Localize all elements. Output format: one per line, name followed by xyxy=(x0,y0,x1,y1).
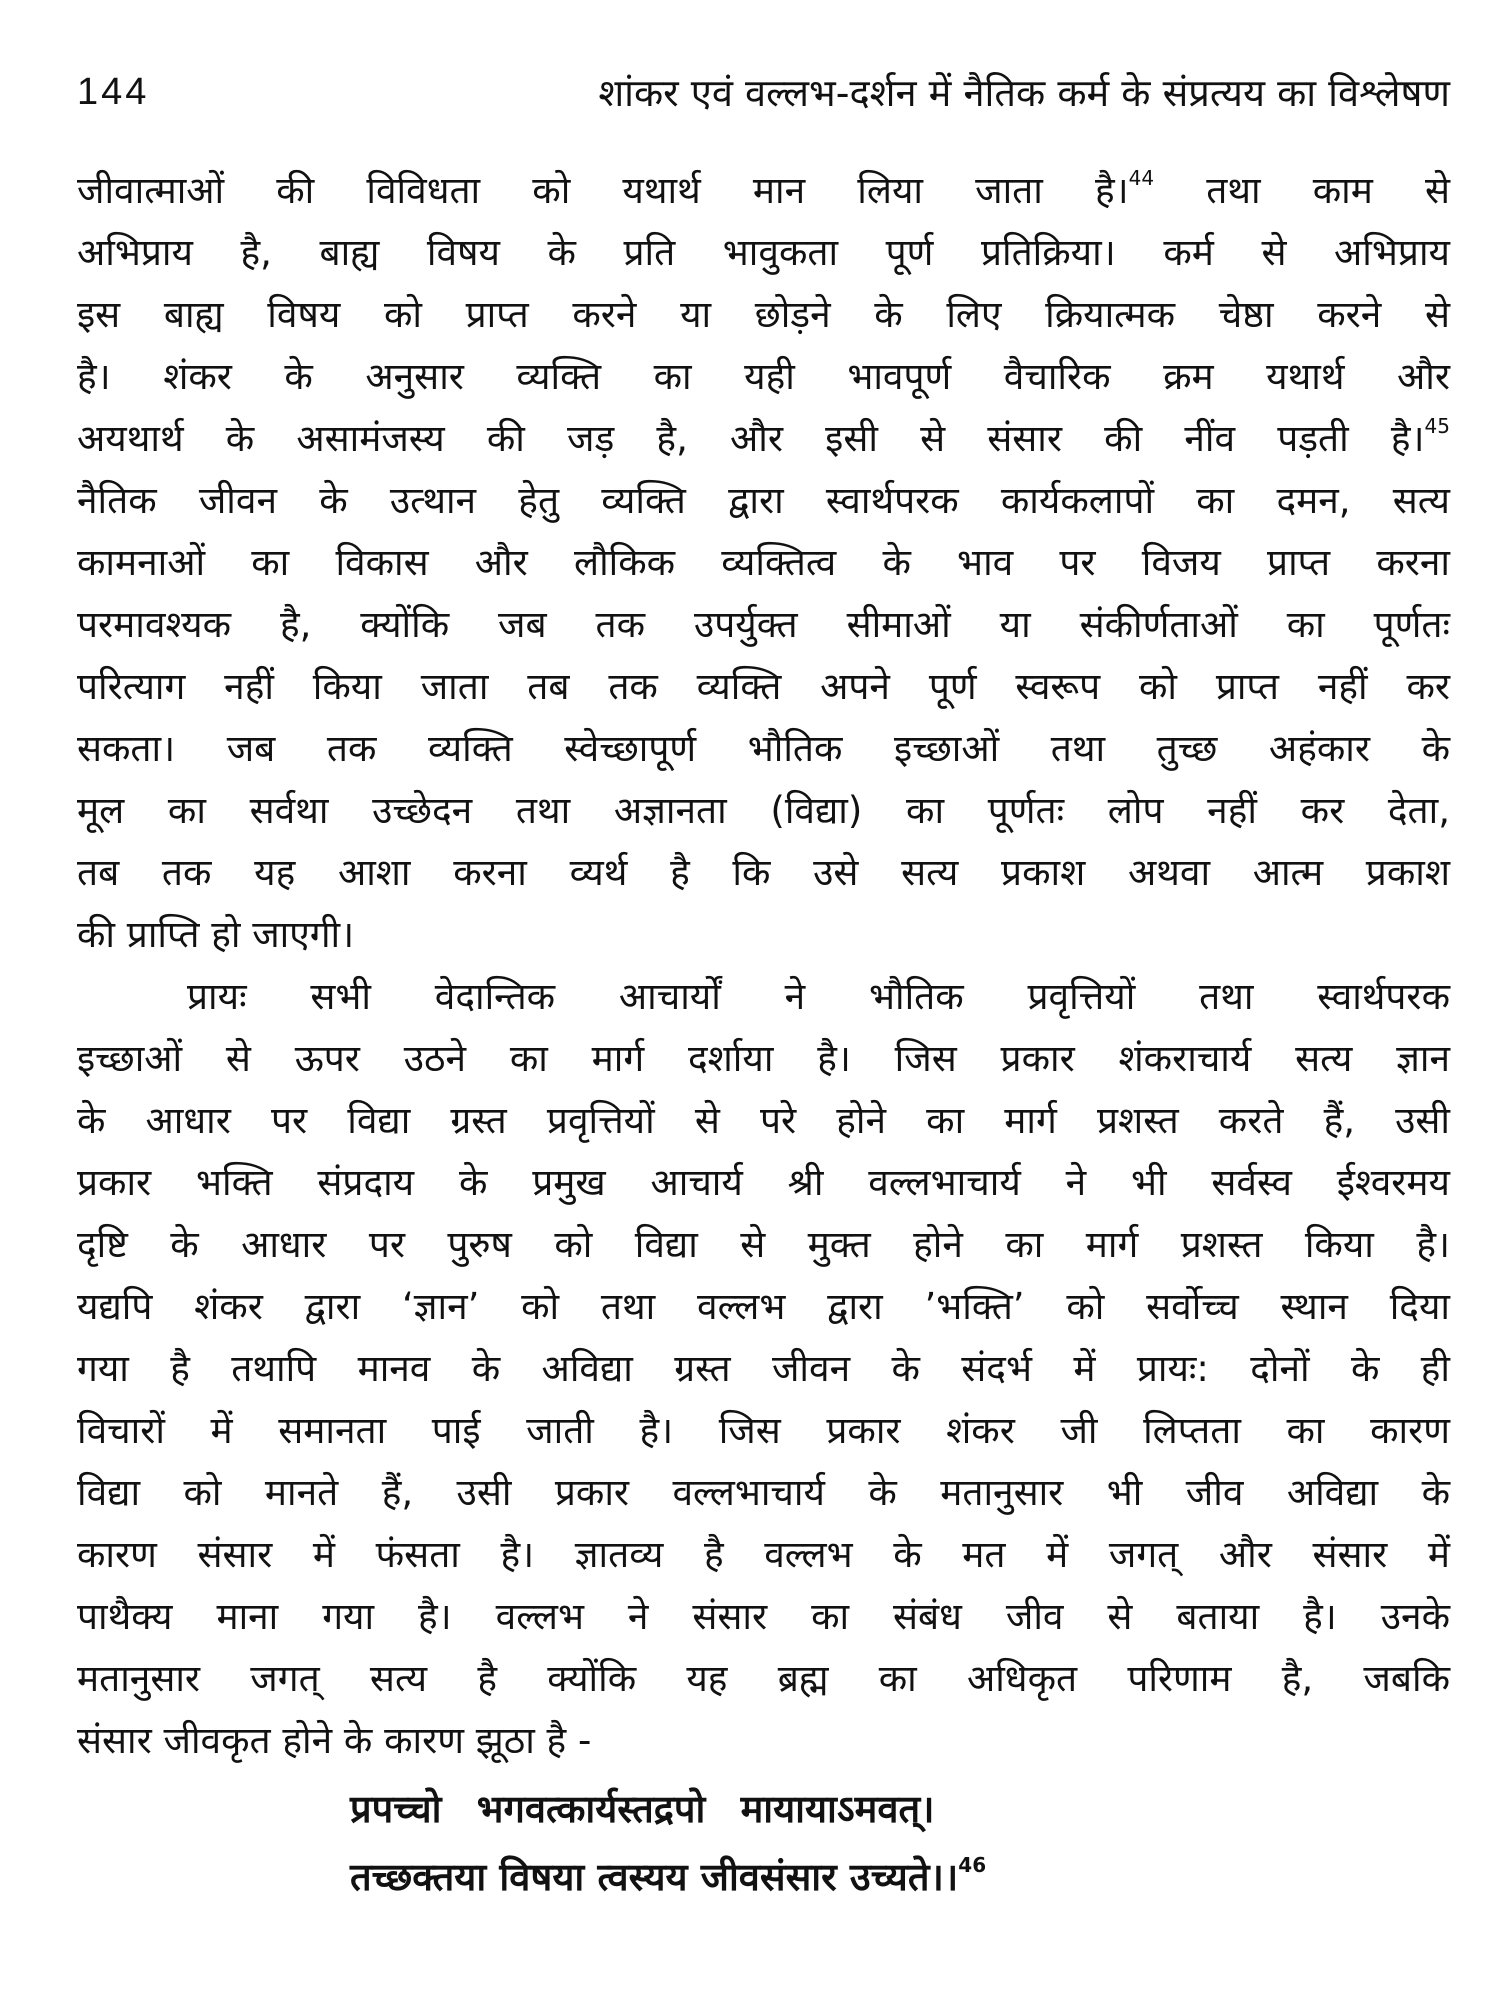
text-line xyxy=(77,1338,1450,1400)
line-text: जीवात्माओं की विविधता को यथार्थ मान लिया जाता है। xyxy=(77,169,1129,212)
line-text: है। शंकर के अनुसार व्यक्ति का यही भावपूर्ण वैचारिक क्रम यथार्थ और xyxy=(77,355,1450,398)
page-header xyxy=(77,62,1450,122)
text-line xyxy=(77,346,1450,408)
text-line xyxy=(77,1586,1450,1648)
line-text: विद्या को मानते हैं, उसी प्रकार वल्लभाचार्य के मतानुसार भी जीव अविद्या के xyxy=(77,1471,1450,1514)
text-line xyxy=(77,1090,1450,1152)
text-line xyxy=(77,1028,1450,1090)
line-text: सकता। जब तक व्यक्ति स्वेच्छापूर्ण भौतिक इच्छाओं तथा तुच्छ अहंकार के xyxy=(77,727,1450,770)
line-text: मूल का सर्वथा उच्छेदन तथा अज्ञानता (विद्या) का पूर्णतः लोप नहीं कर देता, xyxy=(77,789,1450,832)
text-line xyxy=(77,1276,1450,1338)
line-text: इस बाह्य विषय को प्राप्त करने या छोड़ने के लिए क्रियात्मक चेष्ठा करने से xyxy=(77,293,1450,336)
line-text: दृष्टि के आधार पर पुरुष को विद्या से मुक्त होने का मार्ग प्रशस्त किया है। xyxy=(77,1223,1450,1266)
line-text-after: तथा काम से xyxy=(1154,169,1450,212)
text-line xyxy=(77,966,1450,1028)
line-text: कारण संसार में फंसता है। ज्ञातव्य है वल्लभ के मत में जगत् और संसार में xyxy=(77,1533,1450,1576)
line-text: विचारों में समानता पाई जाती है। जिस प्रकार शंकर जी लिप्तता का कारण xyxy=(77,1409,1450,1452)
line-text: नैतिक जीवन के उत्थान हेतु व्यक्ति द्वारा स्वार्थपरक कार्यकलापों का दमन, सत्य xyxy=(77,479,1450,522)
text-line xyxy=(77,222,1450,284)
line-text: प्रकार भक्ति संप्रदाय के प्रमुख आचार्य श्री वल्लभाचार्य ने भी सर्वस्व ईश्वरमय xyxy=(77,1161,1450,1204)
verse-line-2 xyxy=(350,1850,1500,1902)
text-line xyxy=(77,470,1450,532)
text-line xyxy=(77,842,1450,904)
running-title: शांकर एवं वल्लभ-दर्शन में नैतिक कर्म के संप्रत्यय का विश्लेषण xyxy=(598,71,1450,115)
body-text xyxy=(77,160,1450,1772)
line-text: इच्छाओं से ऊपर उठने का मार्ग दर्शाया है। जिस प्रकार शंकराचार्य सत्य ज्ञान xyxy=(77,1037,1450,1080)
text-line xyxy=(77,904,1450,966)
text-line xyxy=(77,1214,1450,1276)
line-text: कामनाओं का विकास और लौकिक व्यक्तित्व के भाव पर विजय प्राप्त करना xyxy=(77,541,1450,584)
text-line xyxy=(77,1152,1450,1214)
line-text: गया है तथापि मानव के अविद्या ग्रस्त जीवन के संदर्भ में प्रायः: दोनों के ही xyxy=(77,1347,1450,1390)
text-line xyxy=(77,656,1450,718)
footnote-ref: 45 xyxy=(1424,414,1450,438)
line-text: अयथार्थ के असामंजस्य की जड़ है, और इसी से संसार की नींव पड़ती है। xyxy=(77,417,1425,460)
line-text: अभिप्राय है, बाह्य विषय के प्रति भावुकता पूर्ण प्रतिक्रिया। कर्म से अभिप्राय xyxy=(77,231,1450,274)
line-text: परमावश्यक है, क्योंकि जब तक उपर्युक्त सीमाओं या संकीर्णताओं का पूर्णतः xyxy=(77,603,1450,646)
line-text: परित्याग नहीं किया जाता तब तक व्यक्ति अपने पूर्ण स्वरूप को प्राप्त नहीं कर xyxy=(77,665,1450,708)
text-line xyxy=(77,594,1450,656)
text-line xyxy=(77,1524,1450,1586)
footnote-ref: 44 xyxy=(1128,166,1155,190)
line-text: पाथैक्य माना गया है। वल्लभ ने संसार का संबंध जीव से बताया है। उनके xyxy=(77,1595,1450,1638)
line-text: प्रायः सभी वेदान्तिक आचार्यों ने भौतिक प्रवृत्तियों तथा स्वार्थपरक xyxy=(187,975,1450,1018)
text-line xyxy=(77,408,1450,470)
text-line xyxy=(77,718,1450,780)
footnote-ref: 46 xyxy=(958,1853,987,1877)
text-line xyxy=(77,160,1450,222)
text-line xyxy=(77,532,1450,594)
text-line xyxy=(77,284,1450,346)
line-text: तब तक यह आशा करना व्यर्थ है कि उसे सत्य प्रकाश अथवा आत्म प्रकाश xyxy=(77,851,1450,894)
verse-line-1: प्रपच्चो भगवत्कार्यस्तद्रपो मायायाऽमवत्। xyxy=(350,1787,935,1831)
text-line xyxy=(77,1462,1450,1524)
text-line xyxy=(77,1710,1450,1772)
text-line xyxy=(77,1648,1450,1710)
page-number: 144 xyxy=(77,70,150,113)
line-text: मतानुसार जगत् सत्य है क्योंकि यह ब्रह्म का अधिकृत परिणाम है, जबकि xyxy=(77,1657,1450,1700)
line-text: यद्यपि शंकर द्वारा ‘ज्ञान’ को तथा वल्लभ द्वारा ’भक्ति’ को सर्वोच्च स्थान दिया xyxy=(77,1285,1450,1328)
text-line xyxy=(77,1400,1450,1462)
line-text: संसार जीवकृत होने के कारण झूठा है - xyxy=(77,1719,592,1762)
verse-line-2-text: तच्छक्तया विषया त्वस्यय जीवसंसार उच्यते।। xyxy=(350,1855,959,1899)
line-text: के आधार पर विद्या ग्रस्त प्रवृत्तियों से परे होने का मार्ग प्रशस्त करते हैं, उसी xyxy=(77,1099,1450,1142)
text-line xyxy=(77,780,1450,842)
line-text: की प्राप्ति हो जाएगी। xyxy=(77,913,355,956)
